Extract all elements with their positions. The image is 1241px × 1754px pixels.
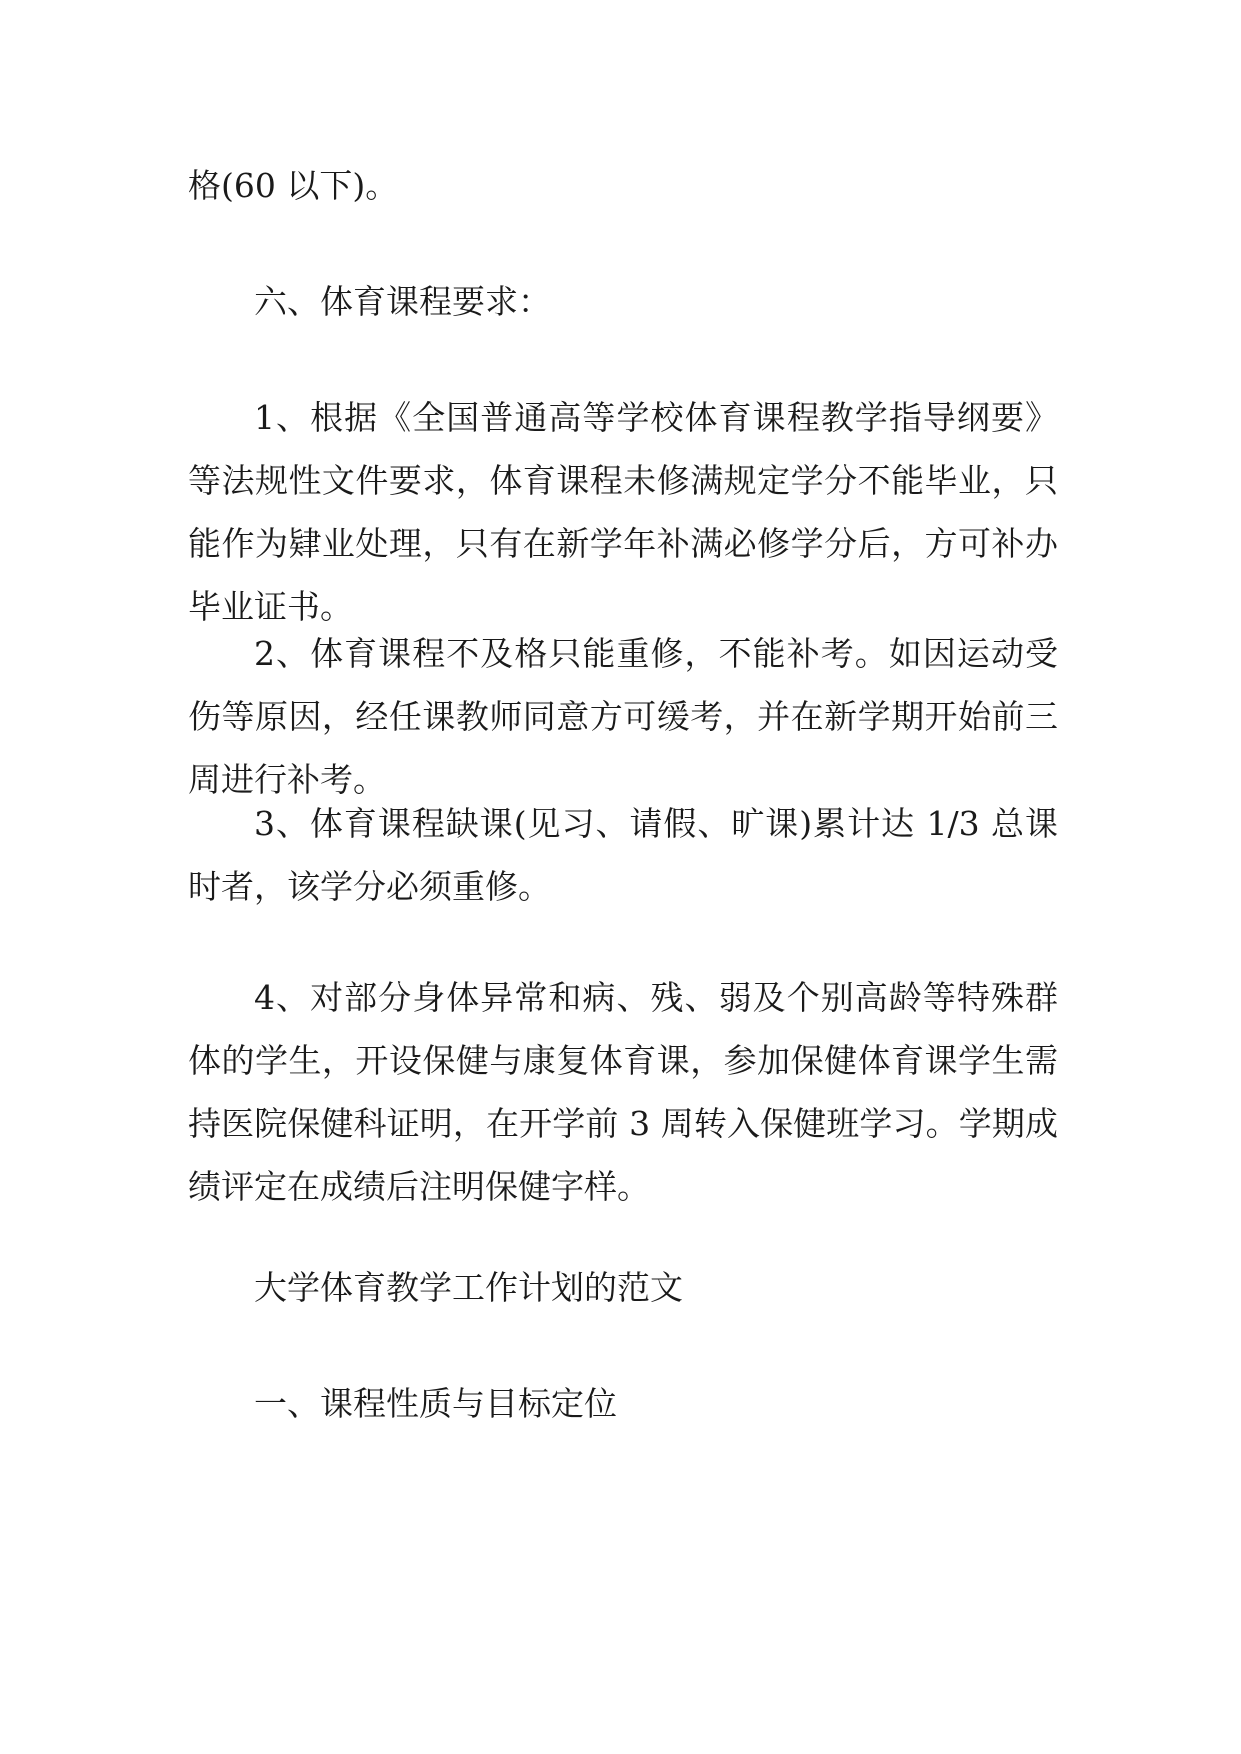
paragraph-requirement-3: 3、体育课程缺课(见习、请假、旷课)累计达 1/3 总课时者，该学分必须重修。 xyxy=(188,804,1058,906)
paragraph-requirement-4: 4、对部分身体异常和病、残、弱及个别高龄等特殊群体的学生，开设保健与康复体育课，参加保健体育课学生需持医院保健科证明，在开学前 3 周转入保健班学习。学期成绩评定在成绩后注明保健字样。 xyxy=(188,978,1058,1206)
document-title: 大学体育教学工作计划的范文 xyxy=(254,1268,683,1307)
section-heading-pe-requirements: 六、体育课程要求： xyxy=(254,282,551,321)
section-heading-course-nature: 一、课程性质与目标定位 xyxy=(254,1384,617,1423)
paragraph-requirement-1: 1、根据《全国普通高等学校体育课程教学指导纲要》等法规性文件要求，体育课程未修满规定学分不能毕业，只能作为肄业处理，只有在新学年补满必修学分后，方可补办毕业证书。 xyxy=(188,398,1058,626)
paragraph-grade-fragment: 格(60 以下)。 xyxy=(188,166,399,205)
paragraph-requirement-2: 2、体育课程不及格只能重修，不能补考。如因运动受伤等原因，经任课教师同意方可缓考，并在新学期开始前三周进行补考。 xyxy=(188,634,1058,799)
